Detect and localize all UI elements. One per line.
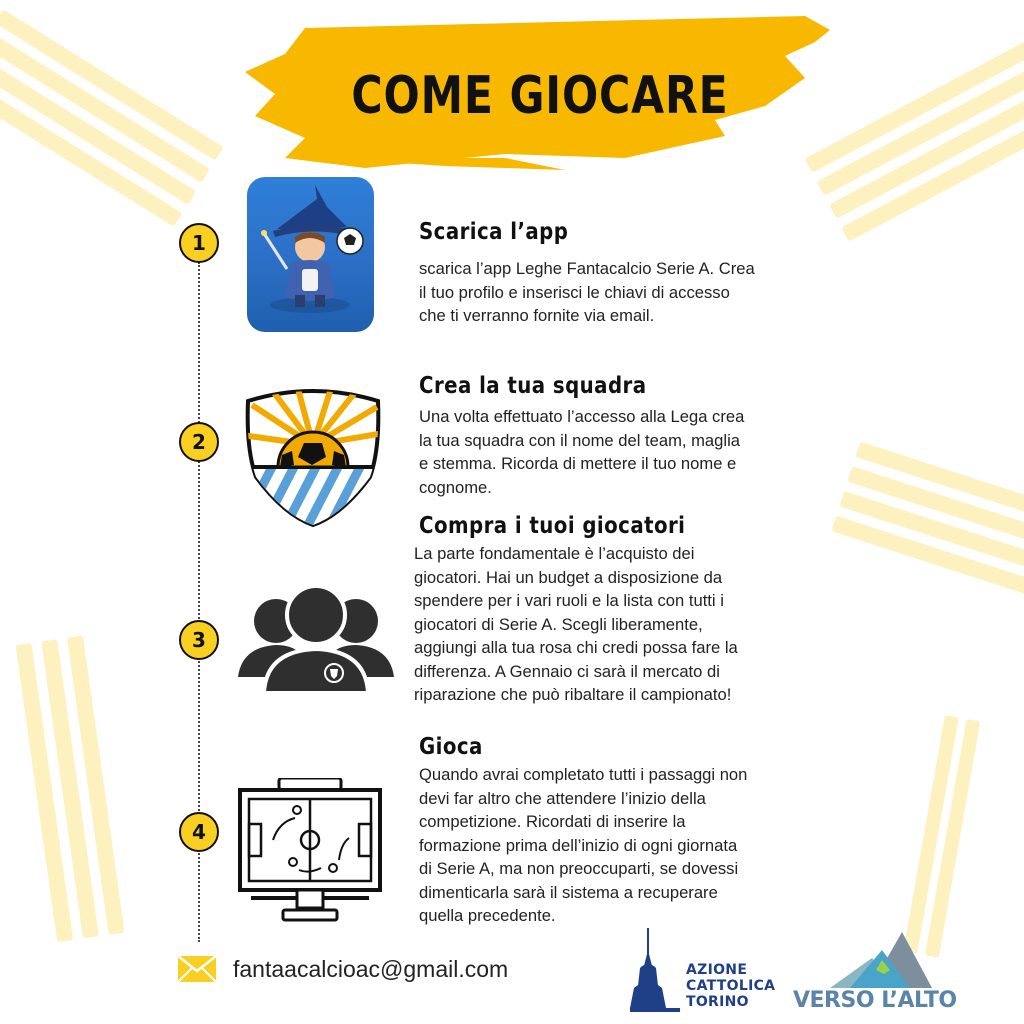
text-line: aggiungi alla tua rosa chi credi possa fare la (414, 638, 738, 657)
text-line: riparazione che può ribaltare il campionato! (414, 685, 732, 704)
mountains-icon (790, 930, 970, 990)
step-1-title: Scarica l’app (419, 219, 569, 245)
text-line: differenza. A Gennaio ci sarà il mercato di (414, 661, 720, 681)
text-line: devi far altro che attendere l’inizio della (419, 788, 706, 808)
text-line: La parte fondamentale è l’acquisto dei (414, 544, 695, 563)
text-line: spendere per i vari ruoli e la lista con tutti i (414, 591, 724, 610)
azione-cattolica-wordmark (686, 962, 775, 1010)
text-line: quella precedente. (419, 906, 556, 925)
text-line: giocatori di Serie A. Scegli liberamente, (414, 614, 703, 634)
step-number: 4 (192, 820, 206, 844)
step-number: 2 (192, 430, 206, 454)
step-3-title: Compra i tuoi giocatori (419, 513, 686, 539)
step-2-title: Crea la tua squadra (419, 373, 647, 399)
step-4-text (419, 763, 747, 928)
text-line: che ti verranno fornite via email. (419, 306, 655, 325)
logo-line: AZIONE (686, 962, 748, 978)
text-line: la tua squadra con il nome del team, maglia (419, 430, 740, 450)
text-line: formazione prima dell’inizio di ogni giornata (419, 835, 738, 855)
step-number: 3 (192, 628, 206, 652)
tactics-monitor-icon (237, 778, 383, 928)
logo-line: TORINO (686, 994, 749, 1010)
text-line: giocatori. Hai un budget a disposizione da (414, 567, 723, 587)
text-line: il tuo profilo e inserisci le chiavi di accesso (419, 282, 730, 302)
title-banner (245, 8, 835, 178)
players-group-icon (236, 585, 396, 695)
text-line: Quando avrai completato tutti i passaggi non (419, 765, 748, 784)
text-line: Una volta effettuato l’accesso alla Lega crea (419, 407, 745, 426)
app-icon (247, 177, 374, 332)
envelope-icon (177, 955, 217, 983)
text-line: competizione. Ricordati di inserire la (419, 812, 686, 831)
step-2-text (419, 405, 744, 499)
text-line: e stemma. Ricorda di mettere il tuo nome e (419, 454, 737, 473)
text-line: di Serie A, ma non preoccuparti, se dovessi (419, 859, 739, 878)
logo-line: CATTOLICA (686, 978, 776, 994)
step-4-badge (179, 812, 219, 852)
wizard-mascot-icon (247, 177, 374, 332)
text-line: dimenticarla sarà il sistema a recuperare (419, 882, 718, 902)
email-address[interactable]: fantaacalcioac@gmail.com (233, 955, 509, 982)
step-4-title: Gioca (419, 734, 483, 760)
email-contact[interactable] (177, 955, 508, 983)
step-3-text (414, 542, 738, 707)
text-line: cognome. (419, 477, 492, 497)
step-3-badge (179, 620, 219, 660)
verso-lalto-logo (790, 930, 970, 1020)
step-number: 1 (192, 231, 206, 255)
mole-antonelliana-icon (630, 928, 690, 1018)
step-1-text (419, 257, 755, 328)
page-title: COME GIOCARE (351, 66, 729, 126)
step-2-badge (179, 422, 219, 462)
azione-cattolica-logo (630, 928, 780, 1018)
step-1-badge (179, 223, 219, 263)
verso-lalto-wordmark: VERSO L’ALTO (793, 988, 957, 1013)
team-crest-icon (242, 385, 384, 527)
text-line: scarica l’app Leghe Fantacalcio Serie A. Crea (419, 259, 755, 278)
